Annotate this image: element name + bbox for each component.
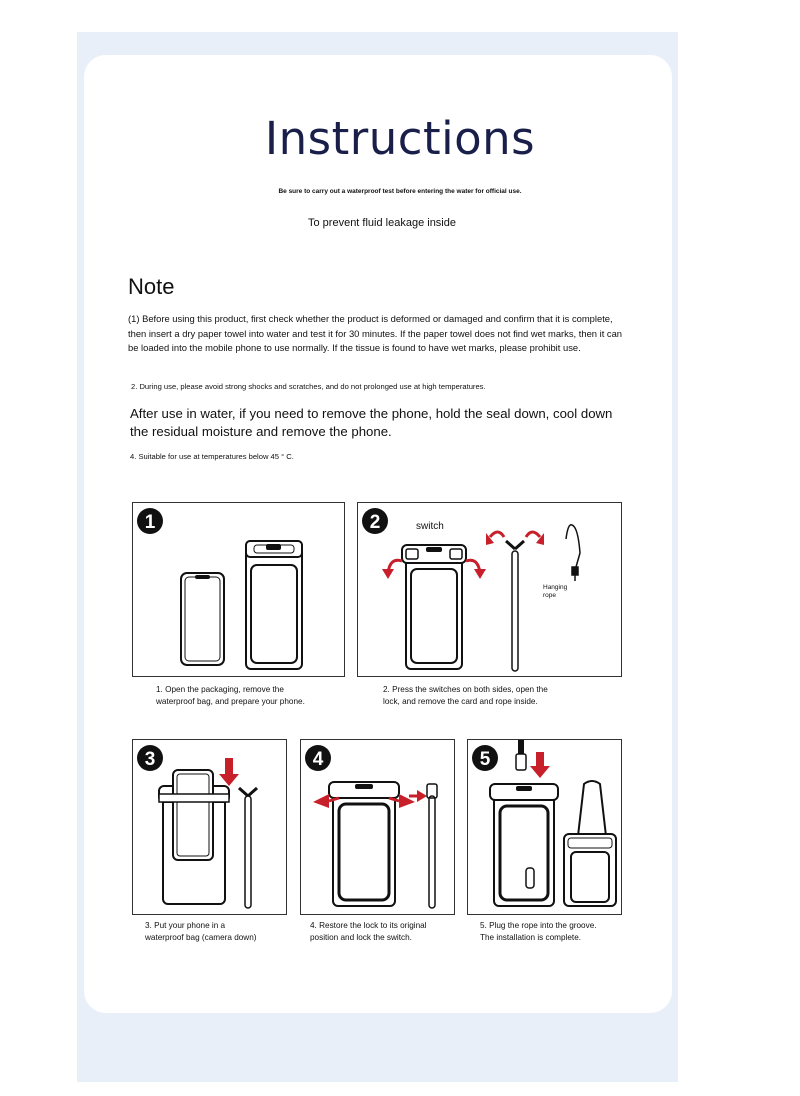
note-heading: Note (128, 274, 175, 299)
rope-clip-icon (516, 740, 526, 770)
phone-icon (181, 573, 224, 665)
note-item-3: After use in water, if you need to remove the phone, hold the seal down, cool down the residual moisture and remove the phone. (130, 406, 613, 439)
step-3-number: 3 (144, 749, 156, 770)
waterproof-bag-icon (490, 784, 558, 906)
waterproof-bag-icon (246, 541, 302, 669)
waterproof-bag-icon (402, 545, 466, 669)
hanging-rope-label: rope (543, 592, 557, 599)
switch-label: switch (416, 521, 444, 532)
note-item-4: 4. Suitable for use at temperatures below 45 ° C. (130, 452, 294, 461)
phone-icon (173, 770, 213, 860)
red-arrow-head (382, 569, 394, 579)
step-1-illustration (133, 503, 344, 676)
step-3-illustration (133, 740, 286, 914)
step-5-panel (467, 739, 622, 915)
waterproof-test-notice: Be sure to carry out a waterproof test before entering the water for official use. (278, 188, 522, 195)
left-arrow-icon (313, 794, 329, 808)
hanging-rope-label: Hanging (543, 584, 568, 591)
step-3-panel (132, 739, 287, 915)
note-item-2: 2. During use, please avoid strong shocks and scratches, and do not prolonged use at high temperatures. (131, 382, 486, 391)
step-4-number: 4 (312, 749, 324, 770)
red-arrow-head (474, 569, 486, 579)
card-strip-icon (239, 788, 257, 908)
step-2-caption: 2. Press the switches on both sides, open the lock, and remove the card and rope inside. (383, 685, 548, 706)
step-2-number: 2 (369, 512, 381, 533)
step-2-illustration (358, 503, 621, 676)
red-arrow-icon (490, 532, 540, 537)
leakage-subtitle: To prevent fluid leakage inside (308, 217, 456, 229)
waterproof-bag-icon (329, 782, 399, 906)
right-arrow-icon (417, 790, 427, 802)
step-4-panel (300, 739, 455, 915)
hanging-rope-icon (566, 525, 580, 581)
card-strip-icon (427, 784, 437, 908)
bag-with-rope-icon (564, 781, 616, 906)
card-strip-icon (506, 541, 524, 671)
step-1-caption: 1. Open the packaging, remove the waterproof bag, and prepare your phone. (156, 685, 305, 706)
step-3-caption: 3. Put your phone in a waterproof bag (camera down) (145, 921, 257, 942)
step-4-caption: 4. Restore the lock to its original position and lock the switch. (310, 921, 427, 942)
down-arrow-icon (530, 752, 550, 778)
step-5-illustration (468, 740, 621, 914)
page-title: Instructions (264, 112, 536, 165)
step-1-panel (132, 502, 345, 677)
step-5-number: 5 (479, 749, 491, 770)
step-1-number: 1 (144, 512, 156, 533)
step-5-caption: 5. Plug the rope into the groove. The installation is complete. (480, 921, 597, 942)
down-arrow-icon (219, 758, 239, 786)
note-item-1: (1) Before using this product, first check whether the product is deformed or damaged and confirm that it is complete, then insert a dry paper towel into water and test it for 30 minutes. If the paper towel does not find wet marks, then it can be loaded into the mobile phone to use normally. If the tissue is found to have wet marks, please prohibit use. (128, 313, 623, 353)
step-2-panel (357, 502, 622, 677)
step-4-illustration (301, 740, 454, 914)
